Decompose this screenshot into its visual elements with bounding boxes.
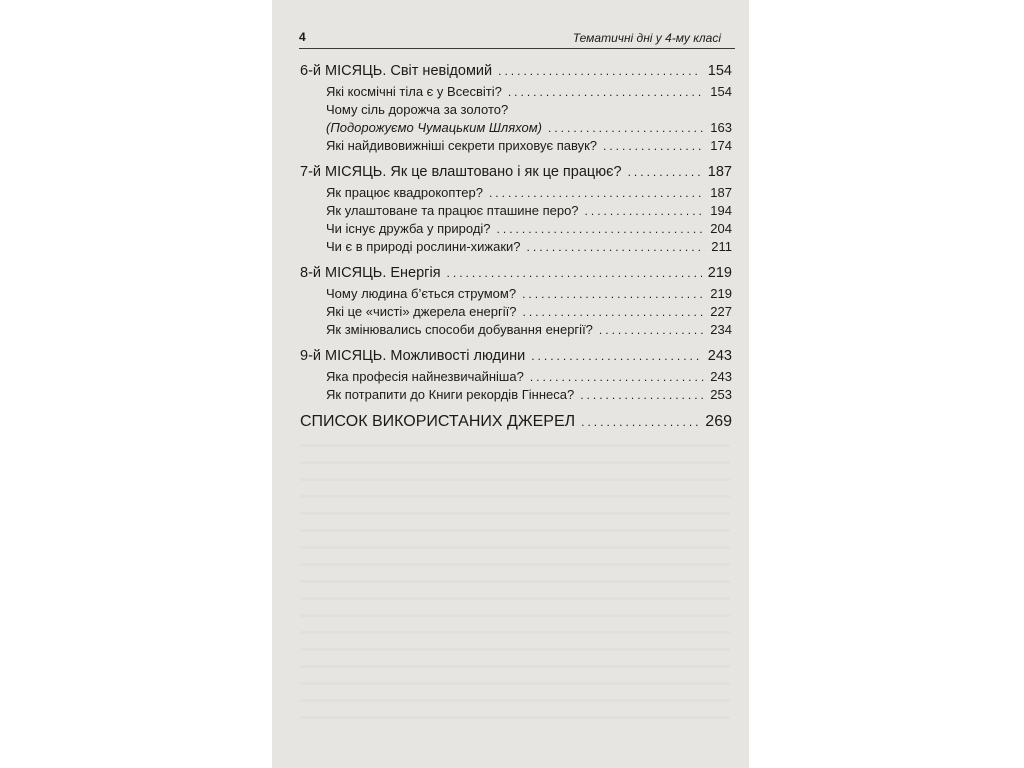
- item-page: 234: [710, 322, 732, 337]
- toc-chapter: [300, 63, 732, 84]
- toc-chapter: [300, 348, 732, 369]
- show-through-texture: [300, 430, 730, 730]
- toc-item: [300, 239, 732, 257]
- item-title: Як улаштоване та працює пташине перо?: [326, 203, 579, 218]
- item-page: 227: [710, 304, 732, 319]
- toc-section: [300, 63, 732, 156]
- dot-leader: [497, 222, 705, 236]
- chapter-title: 7-й МІСЯЦЬ. Як це влаштовано і як це працює?: [300, 164, 622, 180]
- toc-item: [300, 322, 732, 340]
- item-title: Яка професія найнезвичайніша?: [326, 369, 524, 384]
- item-title: Які це «чисті» джерела енергії?: [326, 304, 517, 319]
- dot-leader: [522, 287, 704, 301]
- dot-leader: [628, 165, 702, 179]
- item-title: Як працює квадрокоптер?: [326, 185, 483, 200]
- toc-chapter: [300, 164, 732, 185]
- item-title: Чи існує дружба у природі?: [326, 221, 491, 236]
- item-title: Як змінювались способи добування енергії?: [326, 322, 593, 337]
- chapter-title: 8-й МІСЯЦЬ. Енергія: [300, 265, 441, 281]
- item-title: Чи є в природі рослини-хижаки?: [326, 239, 521, 254]
- dot-leader: [447, 266, 702, 280]
- toc-section: [300, 348, 732, 405]
- chapter-title: 6-й МІСЯЦЬ. Світ невідомий: [300, 63, 493, 79]
- item-title: Які найдивовижніші секрети приховує павук?: [326, 138, 598, 153]
- toc-item: [300, 286, 732, 304]
- toc-section: [300, 265, 732, 340]
- item-page: 219: [710, 286, 732, 301]
- book-page: [272, 0, 749, 768]
- dot-leader: [548, 121, 704, 135]
- dot-leader: [531, 349, 702, 363]
- bibliography-page: 269: [705, 413, 732, 430]
- toc-item: [300, 221, 732, 239]
- dot-leader: [585, 204, 705, 218]
- toc-item: [300, 369, 732, 387]
- toc-item: [300, 304, 732, 322]
- chapter-page: 219: [707, 265, 732, 281]
- table-of-contents: [300, 63, 732, 437]
- item-page: 154: [710, 84, 732, 99]
- bibliography-title: СПИСОК ВИКОРИСТАНИХ ДЖЕРЕЛ: [300, 413, 576, 430]
- dot-leader: [489, 186, 704, 200]
- item-page: 204: [710, 221, 732, 236]
- item-page: 243: [710, 369, 732, 384]
- item-page: 211: [711, 239, 732, 254]
- chapter-page: 187: [707, 164, 732, 180]
- toc-item: [300, 120, 732, 138]
- dot-leader: [580, 388, 704, 402]
- toc-item: [300, 387, 732, 405]
- toc-section: [300, 164, 732, 257]
- dot-leader: [498, 64, 702, 78]
- item-title: Чому людина б’ється струмом?: [326, 286, 517, 301]
- chapter-page: 154: [707, 63, 732, 79]
- item-page: 187: [710, 185, 732, 200]
- running-title: Тематичні дні у 4-му класі: [572, 31, 721, 45]
- item-page: 253: [710, 387, 732, 402]
- item-page: 163: [710, 120, 732, 135]
- chapter-title: 9-й МІСЯЦЬ. Можливості людини: [300, 348, 526, 364]
- item-title-line: Чому сіль дорожча за золото?: [326, 102, 509, 117]
- item-title: Як потрапити до Книги рекордів Гіннеса?: [326, 387, 575, 402]
- dot-leader: [527, 240, 706, 254]
- chapter-page: 243: [707, 348, 732, 364]
- toc-item: [300, 84, 732, 102]
- dot-leader: [581, 415, 699, 429]
- dot-leader: [530, 370, 704, 384]
- item-page: 194: [710, 203, 732, 218]
- toc-item: [300, 138, 732, 156]
- toc-item: [300, 185, 732, 203]
- dot-leader: [599, 323, 704, 337]
- item-page: 174: [710, 138, 732, 153]
- page-number: 4: [299, 30, 306, 44]
- dot-leader: [508, 85, 704, 99]
- item-title-continuation: (Подорожуємо Чумацьким Шляхом): [326, 120, 542, 135]
- dot-leader: [522, 305, 704, 319]
- dot-leader: [603, 139, 704, 153]
- toc-chapter: [300, 265, 732, 286]
- item-title: Які космічні тіла є у Всесвіті?: [326, 84, 502, 99]
- toc-item: [300, 203, 732, 221]
- page-header: [299, 28, 735, 49]
